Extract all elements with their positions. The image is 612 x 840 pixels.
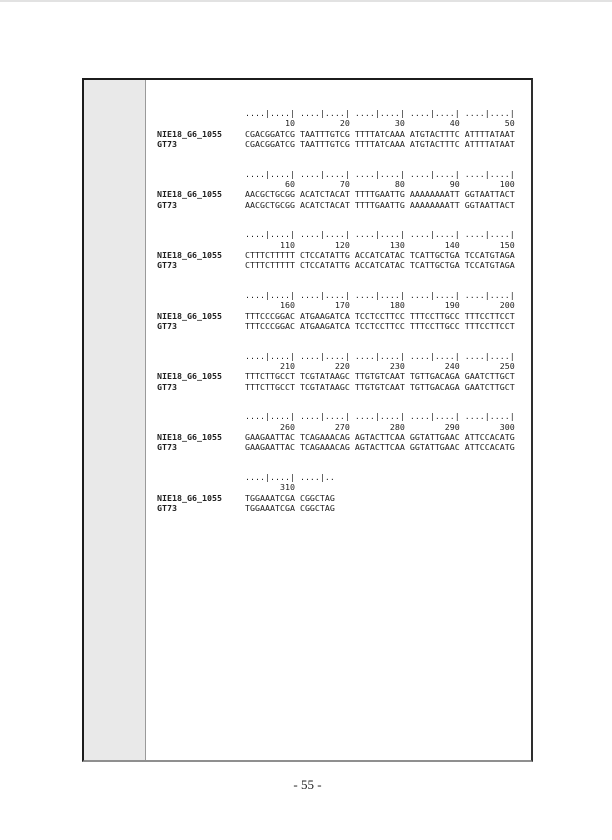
top-edge-strip [0, 0, 612, 2]
ruler-line: ....|....| ....|.. [245, 471, 335, 482]
sequence-name: GT73 [157, 321, 177, 332]
sequence-bases: GAAGAATTAC TCAGAAACAG AGTACTTCAA GGTATTGAAC ATTCCACATG [245, 431, 515, 442]
sequence-bases: CGACGGATCG TAATTTGTCG TTTTATCAAA ATGTACTTTC ATTTTATAAT [245, 139, 515, 150]
alignment-block-6 [157, 411, 531, 453]
position-numbers: 10 20 30 40 50 [245, 118, 515, 129]
sequence-bases: AACGCTGCGG ACATCTACAT TTTTGAATTG AAAAAAAATT GGTAATTACT [245, 189, 515, 200]
sequence-name: GT73 [157, 260, 177, 271]
ruler-line: ....|....| ....|....| ....|....| ....|....| ....|....| [245, 108, 515, 118]
position-numbers: 260 270 280 290 300 [245, 421, 515, 432]
position-numbers: 160 170 180 190 200 [245, 300, 515, 311]
sequence-bases: TTTCCCGGAC ATGAAGATCA TCCTCCTTCC TTTCCTTGCC TTTCCTTCCT [245, 321, 515, 332]
ruler-line: ....|....| ....|....| ....|....| ....|....| ....|....| [245, 350, 515, 361]
sequence-row [157, 493, 531, 503]
sequence-bases: TGGAAATCGA CGGCTAG [245, 492, 335, 503]
sequence-row [157, 442, 531, 452]
sequence-bases: TGGAAATCGA CGGCTAG [245, 502, 335, 513]
sequence-bases: CTTTCTTTTT CTCCATATTG ACCATCATAC TCATTGCTGA TCCATGTAGA [245, 250, 515, 261]
page-frame [82, 78, 533, 762]
sequence-alignment [146, 80, 531, 760]
sequence-name: GT73 [157, 381, 177, 392]
sequence-row [157, 321, 531, 331]
position-numbers: 110 120 130 140 150 [245, 239, 515, 250]
position-numbers: 60 70 80 90 100 [245, 179, 515, 190]
sequence-name: NIE18_G6_1055 [157, 189, 222, 200]
sequence-name: NIE18_G6_1055 [157, 128, 222, 139]
alignment-block-4 [157, 290, 531, 332]
sequence-name: NIE18_G6_1055 [157, 310, 222, 321]
sequence-bases: TTTCTTGCCT TCGTATAAGC TTGTGTCAAT TGTTGACAGA GAATCTTGCT [245, 371, 515, 382]
sequence-name: NIE18_G6_1055 [157, 492, 222, 503]
sequence-name: NIE18_G6_1055 [157, 371, 222, 382]
sequence-row [157, 503, 531, 513]
page-number: - 55 - [293, 777, 322, 792]
sequence-row [157, 371, 531, 381]
sequence-row [157, 382, 531, 392]
sequence-row [157, 250, 531, 260]
position-numbers: 310 [245, 482, 295, 493]
alignment-block-7 [157, 472, 531, 514]
sequence-bases: CGACGGATCG TAATTTGTCG TTTTATCAAA ATGTACTTTC ATTTTATAAT [245, 128, 515, 139]
sequence-bases: CTTTCTTTTT CTCCATATTG ACCATCATAC TCATTGCTGA TCCATGTAGA [245, 260, 515, 271]
sequence-bases: GAAGAATTAC TCAGAAACAG AGTACTTCAA GGTATTGAAC ATTCCACATG [245, 442, 515, 453]
sequence-row [157, 200, 531, 210]
sequence-row [157, 129, 531, 139]
alignment-block-2 [157, 169, 531, 211]
sequence-name: GT73 [157, 139, 177, 150]
alignment-block-5 [157, 351, 531, 393]
alignment-block-1 [157, 108, 531, 150]
left-margin-column [84, 80, 146, 760]
sequence-row [157, 311, 531, 321]
sequence-name: GT73 [157, 199, 177, 210]
ruler-line: ....|....| ....|....| ....|....| ....|....| ....|....| [245, 411, 515, 422]
ruler-line: ....|....| ....|....| ....|....| ....|....| ....|....| [245, 289, 515, 300]
ruler-line: ....|....| ....|....| ....|....| ....|....| ....|....| [245, 168, 515, 179]
sequence-name: NIE18_G6_1055 [157, 250, 222, 261]
sequence-row [157, 260, 531, 270]
sequence-row [157, 139, 531, 149]
sequence-bases: TTTCTTGCCT TCGTATAAGC TTGTGTCAAT TGTTGACAGA GAATCTTGCT [245, 381, 515, 392]
sequence-row [157, 432, 531, 442]
sequence-name: NIE18_G6_1055 [157, 431, 222, 442]
sequence-name: GT73 [157, 502, 177, 513]
alignment-block-3 [157, 229, 531, 271]
position-numbers: 210 220 230 240 250 [245, 360, 515, 371]
sequence-row [157, 189, 531, 199]
sequence-bases: AACGCTGCGG ACATCTACAT TTTTGAATTG AAAAAAAATT GGTAATTACT [245, 199, 515, 210]
ruler-line: ....|....| ....|....| ....|....| ....|....| ....|....| [245, 229, 515, 240]
sequence-bases: TTTCCCGGAC ATGAAGATCA TCCTCCTTCC TTTCCTTGCC TTTCCTTCCT [245, 310, 515, 321]
sequence-name: GT73 [157, 442, 177, 453]
